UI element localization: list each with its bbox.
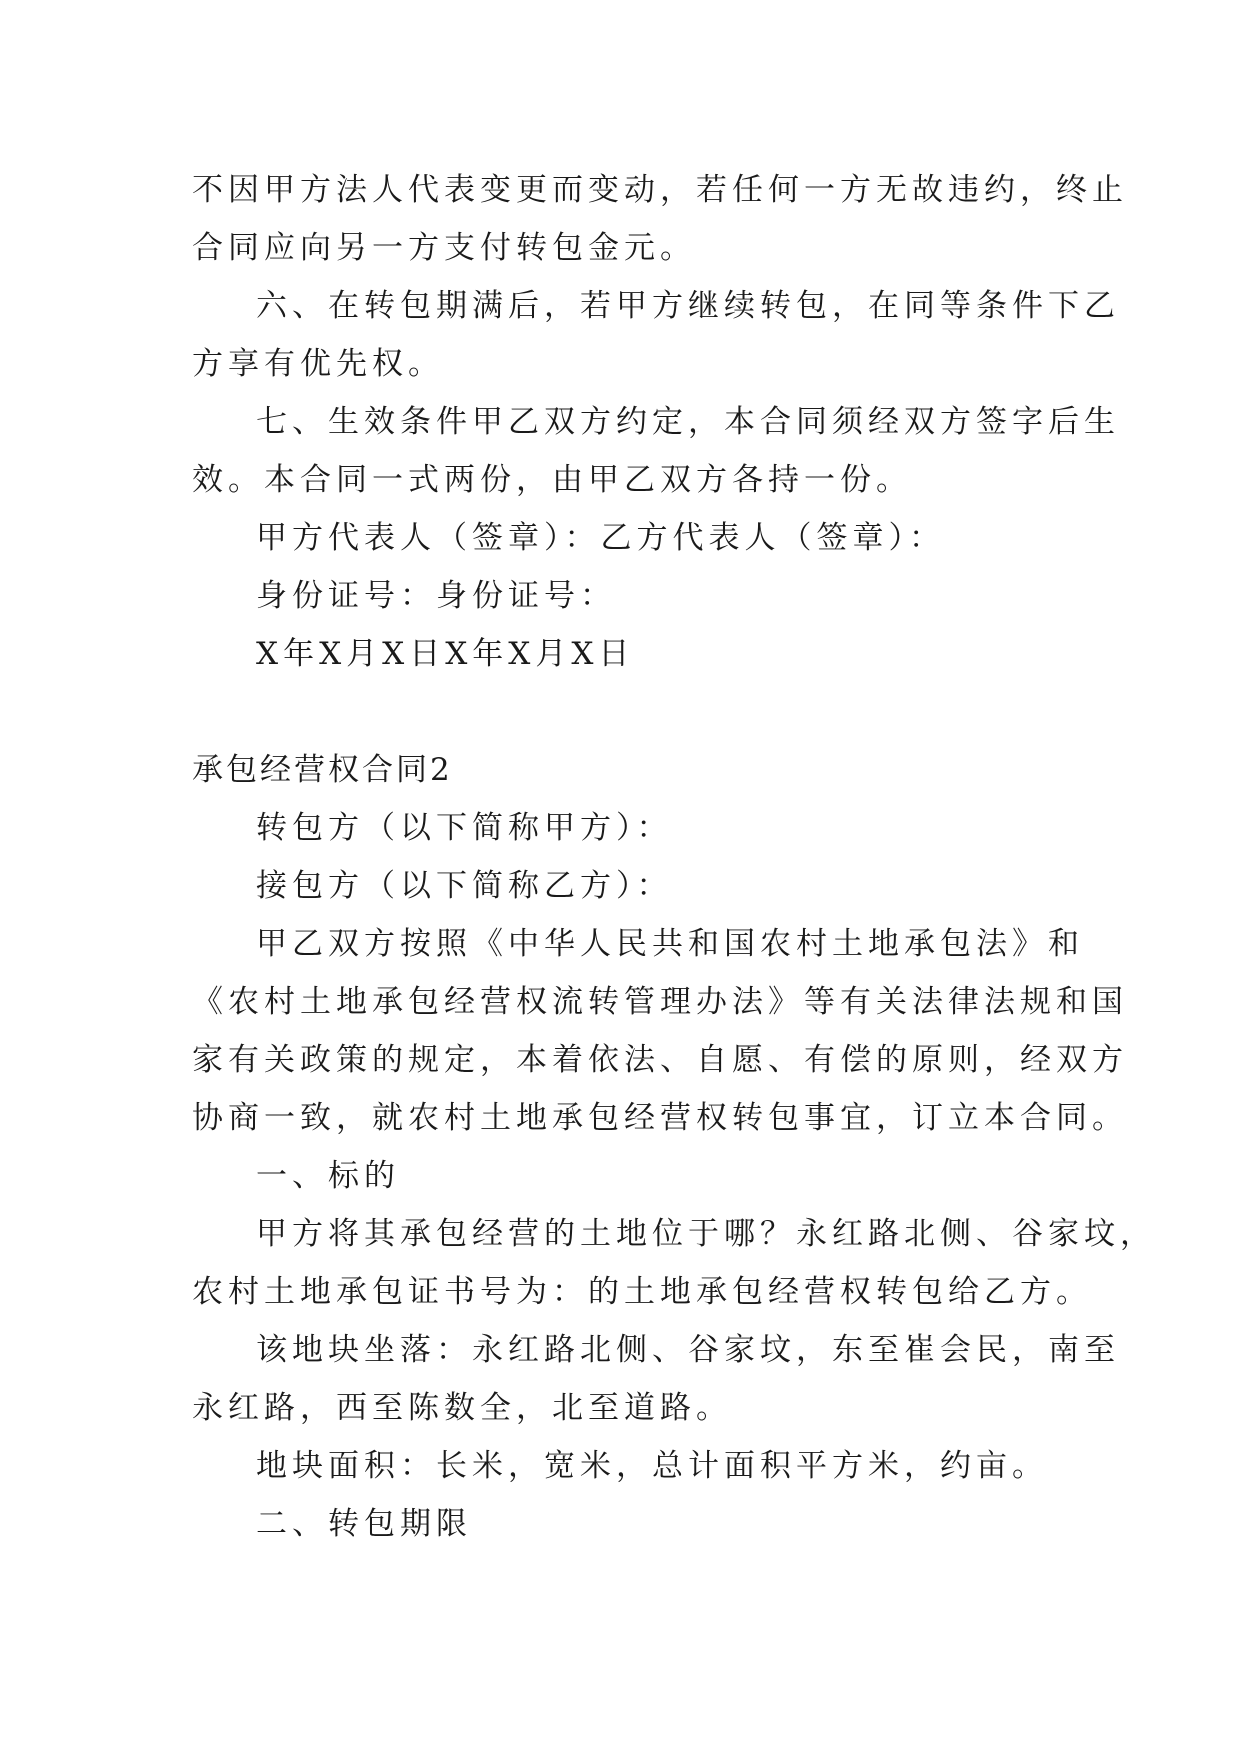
text-line: 农村土地承包证书号为：的土地承包经营权转包给乙方。 [192,1274,1092,1310]
text-line: 家有关政策的规定，本着依法、自愿、有偿的原则，经双方 [192,1042,1128,1078]
text-line: 甲方将其承包经营的土地位于哪？永红路北侧、谷家坟， [256,1216,1156,1252]
clause-heading: 二、转包期限 [256,1506,472,1542]
text-line: 《农村土地承包经营权流转管理办法》等有关法律法规和国 [192,984,1128,1020]
signature-line: 甲方代表人（签章）：乙方代表人（签章）： [256,520,945,556]
text-line: 该地块坐落：永红路北侧、谷家坟，东至崔会民，南至 [256,1332,1120,1368]
text-line: 接包方（以下简称乙方）： [256,868,673,904]
text-line: 地块面积：长米，宽米，总计面积平方米，约亩。 [256,1448,1048,1484]
date-line: X年X月X日X年X月X日 [256,636,635,672]
text-line: 六、在转包期满后，若甲方继续转包，在同等条件下乙 [256,288,1120,324]
text-line: 永红路，西至陈数全，北至道路。 [192,1390,732,1426]
clause-heading: 一、标的 [256,1158,400,1194]
section-title: 承包经营权合同2 [192,752,453,788]
id-number-line: 身份证号：身份证号： [256,578,616,614]
text-line: 协商一致，就农村土地承包经营权转包事宜，订立本合同。 [192,1100,1128,1136]
text-line: 合同应向另一方支付转包金元。 [192,230,696,266]
text-line: 不因甲方法人代表变更而变动，若任何一方无故违约，终止 [192,172,1128,208]
text-line: 方享有优先权。 [192,346,444,382]
text-line: 七、生效条件甲乙双方约定，本合同须经双方签字后生 [256,404,1120,440]
text-line: 甲乙双方按照《中华人民共和国农村土地承包法》和 [256,926,1084,962]
text-line: 转包方（以下简称甲方）： [256,810,673,846]
text-line: 效。本合同一式两份，由甲乙双方各持一份。 [192,462,912,498]
